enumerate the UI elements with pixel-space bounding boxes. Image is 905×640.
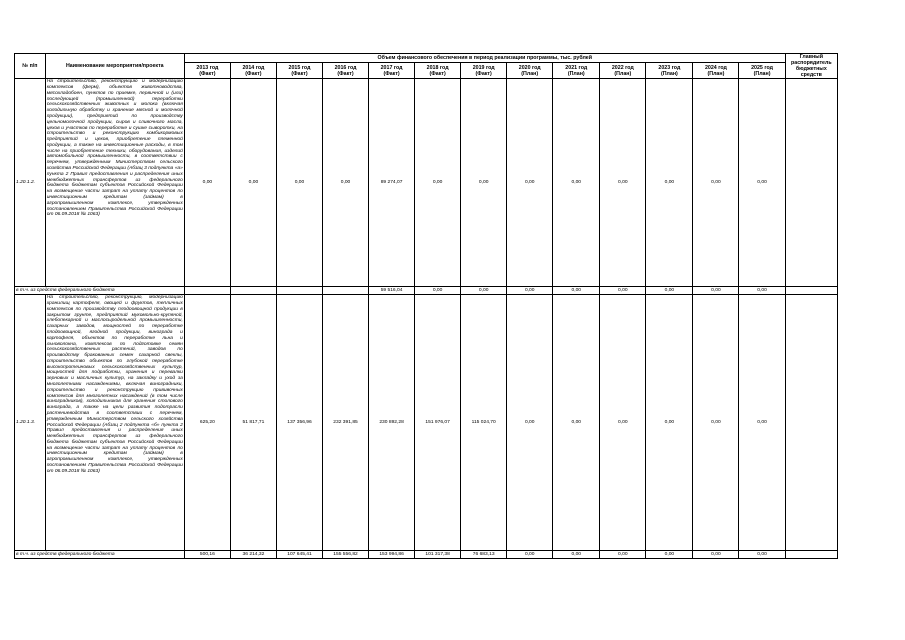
header-year-label: 2020 год [518,64,541,71]
row-name: На строительство, реконструкцию и модернизацию комплексов (ферм), объектов животноводства, мясохладобоен, пунктов по приемке, первичной и (или) последующей (промышленной) переработки сельскохозяйственных животных и молока (включая холодильную обработку и хранение мясной и молочной продукции), предприятий по производству цельномолочной продукции, сыров и сливочного масла, цехов и участков по переработке и сушке сыворотки, на строительство и реконструкцию комбикормовых предприятий и цехов, приобретение племенной продукции, а также на инвестиционные расходы, в том числе на приобретение техники, оборудования, изделий автомобильной промышленности, в соответствии с перечнем, утвержденным Министерством сельского хозяйства Российской Федерации (Абзац 3 подпункта «а» пункта 2 Правил предоставления и распределения иных межбюджетных трансфертов из федерального бюджета бюджетам субъектов Российской Федерации на возмещение части затрат на уплату процентов по инвестиционным кредитам (займам) в агропромышленном комплексе, утвержденных постановлением Правительства Российской Федерации от 06.09.2018 № 1063) [45,79,184,287]
header-year [369,63,415,79]
subrow-value: 0,00 [507,551,553,559]
header-name: Наименование мероприятия/проекта [45,54,184,79]
subrow-value: 0,00 [461,287,507,295]
header-year-label: 2015 год [288,64,311,71]
subrow-value: 0,00 [600,551,646,559]
row-value: 0,00 [323,79,369,287]
row-value: 115 024,70 [461,295,507,551]
header-year [415,63,461,79]
header-year-label: 2017 год [380,64,403,71]
subrow-value: 107 645,41 [276,551,322,559]
row-value: 0,00 [646,79,693,287]
subrow-value [323,287,369,295]
table-subrow [15,551,838,559]
header-year-kind: (Факт) [291,70,308,77]
subrow-value: 0,00 [553,551,600,559]
row-value: 0,00 [461,79,507,287]
header-num: № п/п [15,54,46,79]
header-year-kind: (План) [707,70,725,77]
table-row [15,79,838,287]
subrow-value: 0,00 [507,287,553,295]
subrow-value: 0,00 [739,287,785,295]
subrow-value: 0,00 [646,287,693,295]
subrow-value: 0,00 [646,551,693,559]
row-value: 51 817,71 [230,295,276,551]
subrow-value: 101 317,38 [415,551,461,559]
row-value: 0,00 [553,79,600,287]
subrow-value: 59 516,04 [369,287,415,295]
subrow-owner [785,287,837,295]
row-value: 0,00 [693,79,739,287]
header-year-kind: (Факт) [429,70,446,77]
row-value: 0,00 [507,295,553,551]
header-year-label: 2013 год [196,64,219,71]
subrow-value: 0,00 [415,287,461,295]
row-value: 137 356,96 [276,295,322,551]
header-year-kind: (Факт) [245,70,262,77]
subrow-value: 500,16 [184,551,230,559]
header-year-kind: (План) [614,70,632,77]
subrow-value [276,287,322,295]
header-year-kind: (Факт) [199,70,216,77]
header-year [461,63,507,79]
header-year [323,63,369,79]
subrow-value: 0,00 [600,287,646,295]
header-year [646,63,693,79]
subrow-value: 0,00 [739,551,785,559]
header-year [184,63,230,79]
subrow-owner [785,551,837,559]
header-year [276,63,322,79]
header-year-label: 2023 год [658,64,681,71]
header-year-label: 2014 год [242,64,265,71]
subrow-value: 153 994,86 [369,551,415,559]
row-value: 0,00 [507,79,553,287]
header-year-kind: (План) [567,70,585,77]
header-year-label: 2022 год [611,64,634,71]
table-subrow [15,287,838,295]
row-value: 0,00 [739,295,785,551]
header-year-kind: (План) [660,70,678,77]
header-year [739,63,785,79]
row-code: 1.20.1.2. [15,79,46,287]
row-value: 230 892,28 [369,295,415,551]
row-code: 1.20.1.3. [15,295,46,551]
row-value: 0,00 [415,79,461,287]
header-year [693,63,739,79]
row-value: 232 391,85 [323,295,369,551]
subrow-value: 0,00 [693,551,739,559]
header-year [600,63,646,79]
header-year-label: 2021 год [565,64,588,71]
header-year-kind: (Факт) [475,70,492,77]
row-value: 0,00 [646,295,693,551]
row-value: 0,00 [276,79,322,287]
header-year-label: 2019 год [472,64,495,71]
header-group: Объем финансового обеспечения в период реализации программы, тыс. рублей [184,54,785,63]
header-year [507,63,553,79]
financing-table [14,53,838,559]
row-owner [785,79,837,287]
subrow-value: 0,00 [693,287,739,295]
row-value: 625,20 [184,295,230,551]
header-year-label: 2025 год [751,64,774,71]
row-value: 0,00 [600,79,646,287]
subrow-value: 76 683,13 [461,551,507,559]
header-year [230,63,276,79]
header-year-kind: (Факт) [337,70,354,77]
row-value: 151 976,07 [415,295,461,551]
subrow-label: в т.ч. из средств федерального бюджета [15,287,185,295]
header-owner: Главный распорядитель бюджетных средств [785,54,837,79]
header-year-label: 2018 год [426,64,449,71]
row-value: 0,00 [739,79,785,287]
header-year [553,63,600,79]
row-value: 0,00 [184,79,230,287]
subrow-value: 0,00 [553,287,600,295]
subrow-value [230,287,276,295]
subrow-value: 155 556,82 [323,551,369,559]
subrow-value: 36 214,32 [230,551,276,559]
row-name: На строительство, реконструкцию, модернизацию хранилищ картофеля, овощей и фруктов, тепличных комплексов по производству плодоовощной продукции в закрытом грунте, предприятий мукомольно-крупяной, хлебопекарной и маслосыродельной промышленности, сахарных заводов, мощностей по переработке плодоовощной, ягодной продукции, винограда и картофеля, объектов по переработке льна и льноволокна, комплексов по подготовке семян сельскохозяйственных растений, заводов по производству бракованных семян сахарной свеклы, строительство объектов по глубокой переработке высокопротеиновых сельскохозяйственных культур, мощностей для подработки, хранения и перевалки зерновых и масличных культур, на закладку и уход за многолетними насаждениями, включая виноградники, строительство и реконструкцию прививочных комплексов для многолетних насаждений (в том числе виноградников), холодильников для хранения столового винограда, а также на цели развития подотрасли растениеводства в соответствии с перечнем, утвержденным Министерством сельского хозяйства Российской Федерации (Абзац 2 подпункта «б» пункта 2 Правил предоставления и распределения иных межбюджетных трансфертов из федерального бюджета бюджетам субъектов Российской Федерации на возмещение части затрат на уплату процентов по инвестиционным кредитам (займам) в агропромышленном комплексе, утвержденных постановлением Правительства Российской Федерации от 06.09.2018 № 1063) [45,295,184,551]
row-value: 0,00 [600,295,646,551]
header-year-kind: (План) [521,70,539,77]
header-year-kind: (Факт) [383,70,400,77]
row-value: 0,00 [553,295,600,551]
subrow-label: в т.ч. из средств федерального бюджета [15,551,185,559]
row-value: 89 274,07 [369,79,415,287]
header-year-kind: (План) [753,70,771,77]
subrow-value [184,287,230,295]
row-value: 0,00 [693,295,739,551]
header-year-label: 2016 год [334,64,357,71]
header-year-label: 2024 год [704,64,727,71]
row-value: 0,00 [230,79,276,287]
table-row [15,295,838,551]
row-owner [785,295,837,551]
